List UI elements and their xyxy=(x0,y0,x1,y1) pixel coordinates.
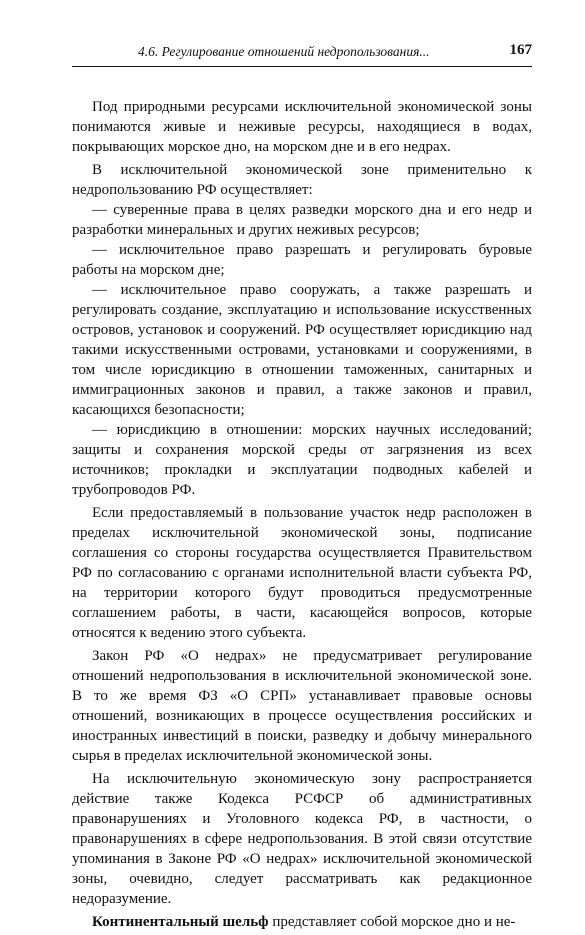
running-head xyxy=(72,40,532,67)
paragraph: На исключительную экономическую зону распространяется действие также Кодекса РСФСР об административных правонарушениях и Уголовного кодекса РФ, в частности, о правонарушениях в сфере недропользования. В этой связи отсутствие упоминания в Законе РФ «О недрах» исключительной экономической зоны, очевидно, следует рассматривать как редакционное недоразумение. xyxy=(72,771,532,907)
list-item: — суверенные права в целях разведки морского дна и его недр и разработки минеральных и других неживых ресурсов; xyxy=(72,202,532,238)
paragraph: Закон РФ «О недрах» не предусматривает регулирование отношений недропользования в исключительной экономической зоне. В то же время ФЗ «О СРП» устанавливает правовые основы отношений, возникающих в процессе осуществления российских и иностранных инвестиций в поиски, разведку и добычу минерального сырья в пределах исключительной экономической зоны. xyxy=(72,648,532,764)
paragraph: В исключительной экономической зоне применительно к недропользованию РФ осуществляет: xyxy=(72,162,532,198)
book-page xyxy=(72,40,532,935)
paragraph-continental-shelf xyxy=(72,912,532,932)
list-item: — исключительное право разрешать и регулировать буровые работы на морском дне; xyxy=(72,242,532,278)
page-number: 167 xyxy=(509,42,532,58)
list-item: — исключительное право сооружать, а также разрешать и регулировать создание, эксплуатацию и использование искусственных островов, установок и сооружений. РФ осуществляет юрисдикцию над такими искусственными островами, установками и сооружениями, в том числе юрисдикцию в отношении таможенных, санитарных и иммиграционных законов и правил, а также законов и правил, касающихся безопасности; xyxy=(72,282,532,418)
paragraph: Если предоставляемый в пользование участок недр расположен в пределах исключительной экономической зоны, подписание соглашения со стороны государства осуществляется Правительством РФ по согласованию с органами исполнительной власти субъекта РФ, на территории которого будут проводиться предусмотренные соглашением работы, в части, касающейся вопросов, которые относятся к ведению этого субъекта. xyxy=(72,505,532,641)
paragraph: Под природными ресурсами исключительной экономической зоны понимаются живые и неживые ресурсы, находящиеся в водах, покрывающих морское дно, на морском дне и в его недрах. xyxy=(72,99,532,155)
running-title: 4.6. Регулирование отношений недропользования... xyxy=(138,44,430,59)
list-item: — юрисдикцию в отношении: морских научных исследований; защиты и сохранения морской среды от загрязнения из всех источников; прокладки и эксплуатации подводных кабелей и трубопроводов РФ. xyxy=(72,422,532,498)
term-continental-shelf: Континентальный шельф xyxy=(92,914,269,930)
paragraph-continuation: представляет собой морское дно и не- xyxy=(268,914,516,930)
body-text xyxy=(72,97,532,932)
